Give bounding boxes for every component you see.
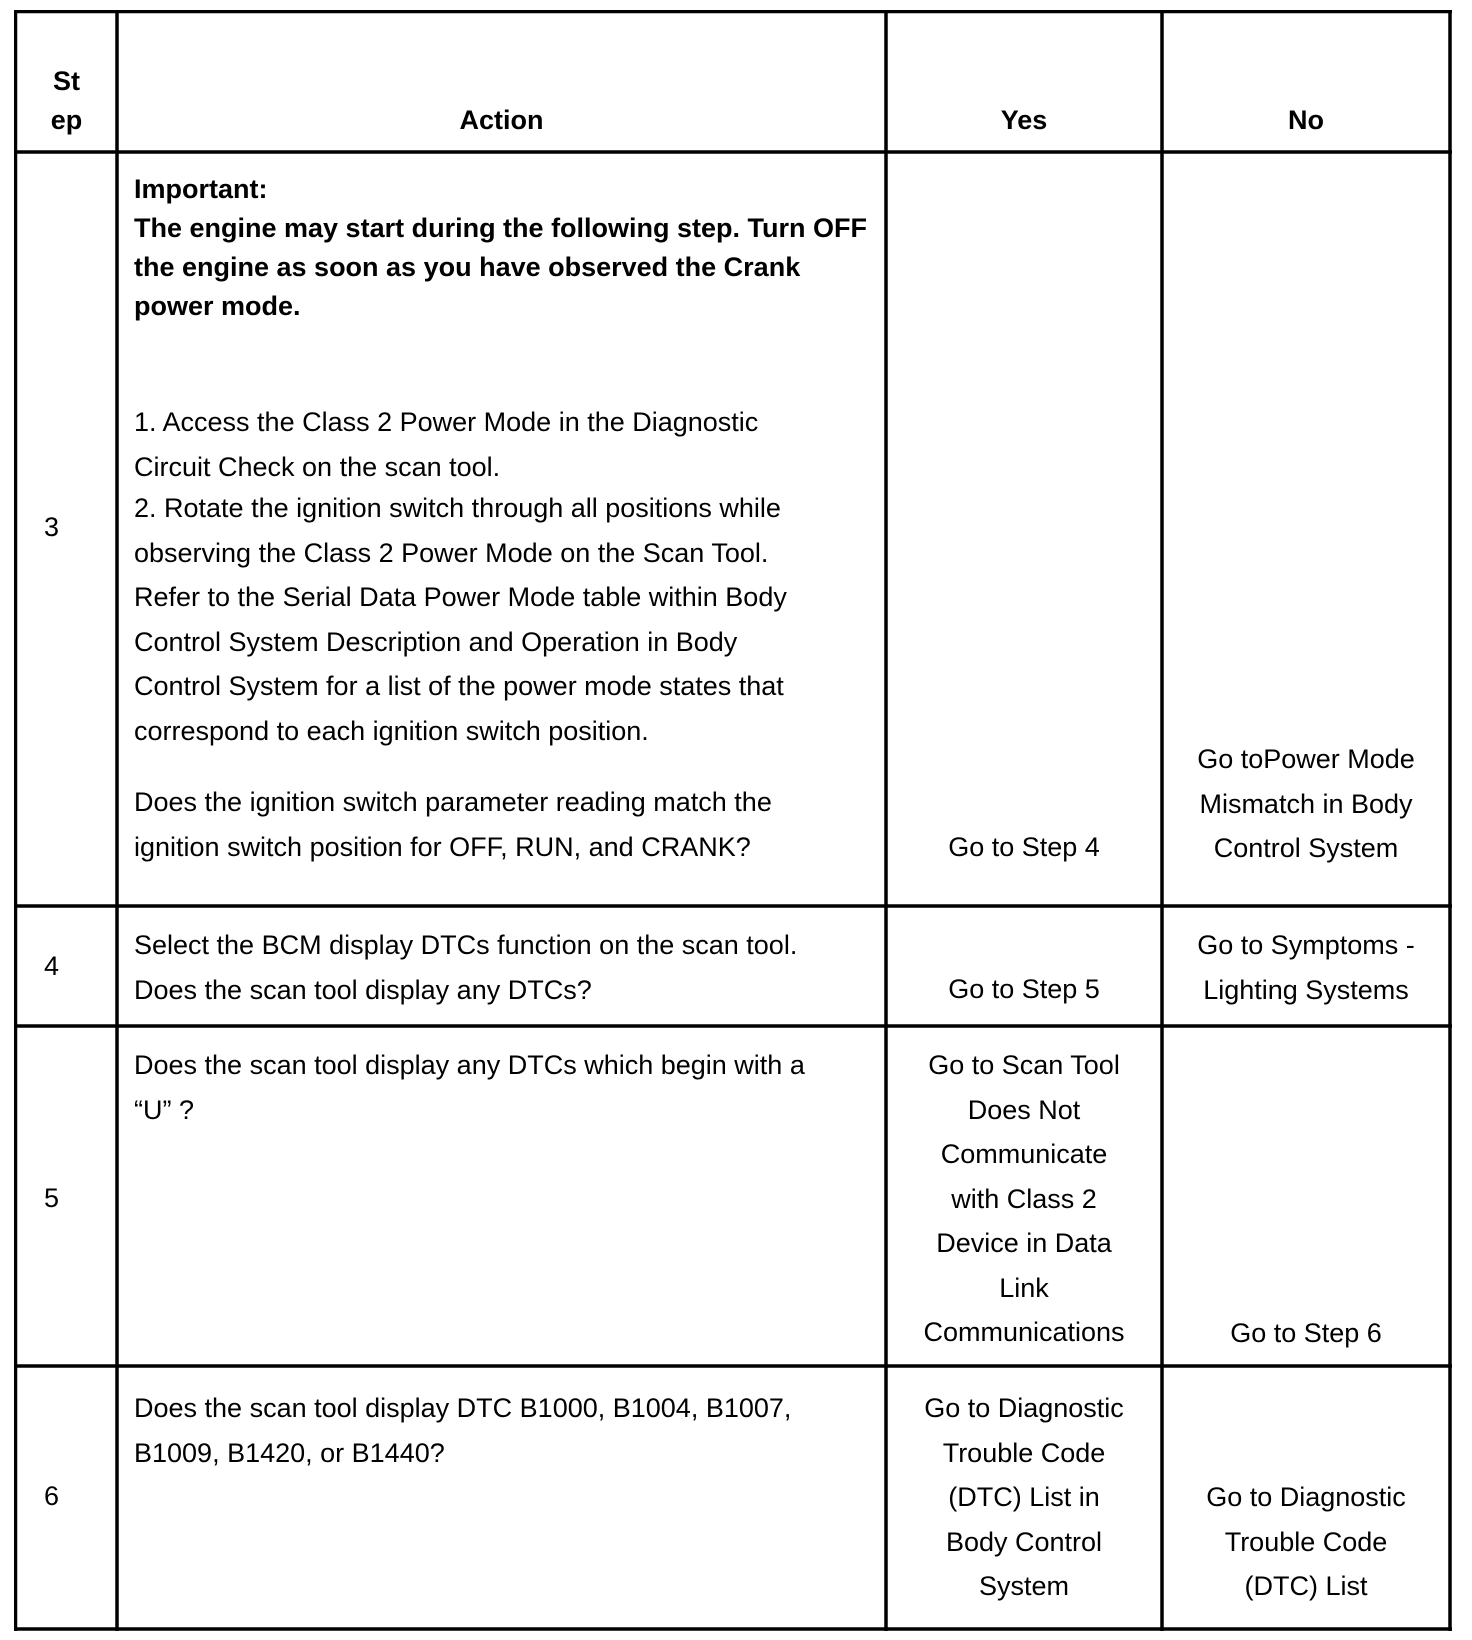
header-no: No [1288,105,1324,135]
step-number: 6 [44,1481,60,1511]
step-number: 3 [44,512,60,542]
no-link[interactable]: Go toPower Mode Mismatch in Body Control System [1197,744,1415,863]
important-label: Important: [134,174,268,204]
action-step-2: 2. Rotate the ignition switch through all positions while observing the Class 2 Power Mode on the Scan Tool. Refer to the Serial Data Power Mode table within Body Control System Description and Operation in Body Control System for a list of the power mode states that correspond to each ignition switch position. [134,493,787,746]
action-question: Does the ignition switch parameter reading match the ignition switch position for OFF, RUN, and CRANK? [134,787,772,862]
step-number: 5 [44,1183,60,1213]
action-text: Select the BCM display DTCs function on the scan tool. Does the scan tool display any DTCs? [134,930,798,1005]
important-note [134,170,874,326]
header-yes: Yes [1000,105,1048,135]
action-step-1: 1. Access the Class 2 Power Mode in the Diagnostic Circuit Check on the scan tool. [134,407,759,482]
yes-link[interactable]: Go to Step 5 [948,974,1100,1004]
no-link[interactable]: Go to Symptoms - Lighting Systems [1197,930,1415,1005]
header-step: St ep [50,66,83,135]
no-link[interactable]: Go to Step 6 [1230,1318,1382,1348]
step-number: 4 [44,951,60,981]
yes-link[interactable]: Go to Scan Tool Does Not Communicate with Class 2 Device in Data Link Communications [923,1050,1125,1347]
yes-link[interactable]: Go to Step 4 [948,832,1100,862]
diagnostic-table [14,10,1452,1631]
no-link[interactable]: Go to Diagnostic Trouble Code (DTC) List [1206,1482,1406,1601]
action-text: Does the scan tool display any DTCs which begin with a “U” ? [134,1050,805,1125]
yes-link[interactable]: Go to Diagnostic Trouble Code (DTC) List in Body Control System [924,1393,1124,1601]
action-text: Does the scan tool display DTC B1000, B1004, B1007, B1009, B1420, or B1440? [134,1393,792,1468]
important-text: The engine may start during the following step. Turn OFF the engine as soon as you have observed the Crank power mode. [134,213,868,321]
header-action: Action [459,105,544,135]
